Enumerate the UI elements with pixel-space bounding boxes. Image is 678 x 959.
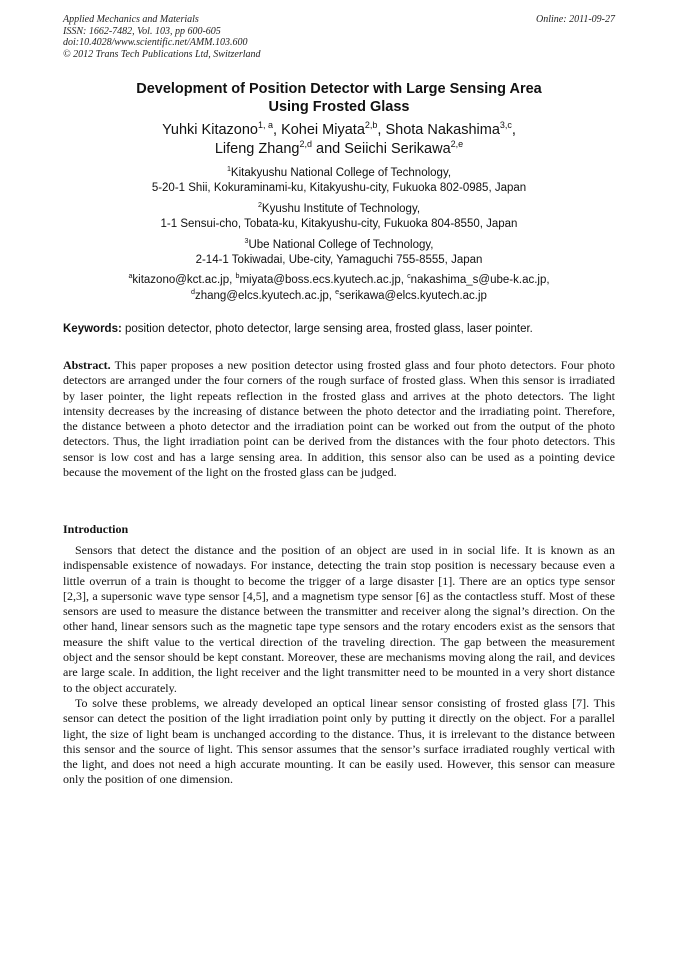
email-sup: c: [407, 272, 411, 281]
affiliation-1: [60, 166, 618, 196]
email-address[interactable]: miyata@boss.ecs.kyutech.ac.jp: [239, 274, 401, 286]
author-name: Lifeng Zhang: [214, 141, 300, 157]
affiliation-address: 2-14-1 Tokiwadai, Ube-city, Yamaguchi 755-8555, Japan: [195, 254, 483, 266]
email-address[interactable]: serikawa@elcs.kyutech.ac.jp: [339, 289, 487, 302]
email-list: [60, 273, 618, 304]
email-sup: b: [235, 272, 240, 281]
abstract: [63, 358, 615, 480]
author-sup: 3,c: [499, 120, 512, 131]
author-sup: 1, a: [258, 120, 273, 131]
email-sup: d: [191, 287, 195, 296]
keywords-label: Keywords:: [63, 323, 122, 335]
title-line-1: Development of Position Detector with Large Sensing Area: [136, 81, 542, 97]
email-sup: a: [128, 272, 133, 281]
keywords: [63, 322, 615, 337]
affiliation-3: [60, 238, 618, 268]
author-separator: ,: [273, 122, 282, 138]
paper-title: [60, 80, 618, 116]
email-sup: e: [335, 287, 340, 296]
introduction-heading: Introduction: [63, 522, 129, 536]
copyright-line: © 2012 Trans Tech Publications Ltd, Switzerland: [63, 48, 261, 60]
author-list: [60, 121, 618, 159]
author-name: Seiichi Serikawa: [344, 141, 451, 157]
affiliation-address: 5-20-1 Shii, Kokuraminami-ku, Kitakyushu-city, Fukuoka 802-0985, Japan: [151, 182, 527, 194]
affiliation-sup: 2: [257, 201, 262, 210]
email-line-1: $^a$kitazono@kct.ac.jp, $^b$miyata@boss.ecs.kyutech.ac.jp, $^c$nakashima_s@ube-k.ac.jp,: [128, 272, 550, 286]
abstract-text: This paper proposes a new position detector using frosted glass and four photo detectors. Four photo detectors are arranged under the four corners of the rough surface of frosted glass. When this sensor is irradiated by laser pointer, the light repeats reflection in the frosted glass and arrives at the photo detectors. The light intensity decreases by the increasing of distance between the photo detector and the irradiating point. Therefore, the distance between a photo detector and the irradiation point can be worked out from the output of the photo detectors. Thus, the light irradiation point can be derived from the distances with the four photo detectors. This sensor is low cost and has a large sensing area. In addition, this sensor also can be used as a pointing device because the movement of the light on the frosted glass can be judged.: [63, 358, 615, 480]
journal-header: [63, 14, 615, 60]
journal-name: Applied Mechanics and Materials: [63, 14, 199, 25]
issn-line: ISSN: 1662-7482, Vol. 103, pp 600-605: [63, 25, 221, 37]
affiliation-institution: Kitakyushu National College of Technology,: [230, 167, 452, 179]
affiliation-sup: 1: [226, 165, 231, 174]
affiliation-address: 1-1 Sensui-cho, Tobata-ku, Kitakyushu-city, Fukuoka 804-8550, Japan: [160, 218, 518, 230]
author-sup: 2,b: [364, 120, 378, 131]
introduction-body: [63, 543, 615, 788]
online-date: Online: 2011-09-27: [536, 14, 615, 25]
email-address[interactable]: zhang@elcs.kyutech.ac.jp: [195, 289, 329, 302]
abstract-label: Abstract.: [63, 358, 111, 372]
affiliation-institution: Kyushu Institute of Technology,: [261, 203, 421, 215]
author-line-1: [60, 121, 618, 140]
keywords-text: position detector, photo detector, large sensing area, frosted glass, laser pointer.: [121, 323, 533, 335]
email-address[interactable]: nakashima_s@ube-k.ac.jp: [410, 274, 547, 286]
email-line-2: $^d$zhang@elcs.kyutech.ac.jp, $^e$serikawa@elcs.kyutech.ac.jp: [191, 287, 487, 302]
affiliation-institution: Ube National College of Technology,: [248, 239, 434, 251]
author-name: Shota Nakashima: [385, 122, 500, 138]
affiliation-sup: 3: [244, 237, 249, 246]
doi-line: doi:10.4028/www.scientific.net/AMM.103.600: [63, 37, 248, 48]
affiliation-2: [60, 202, 618, 232]
author-separator: and: [312, 141, 345, 157]
author-separator: ,: [511, 122, 516, 138]
author-line-2: [60, 140, 618, 159]
author-sup: 2,d: [299, 139, 312, 150]
author-name: Kohei Miyata: [281, 122, 365, 138]
title-line-2: Using Frosted Glass: [268, 99, 410, 115]
email-address[interactable]: kitazono@kct.ac.jp: [132, 274, 230, 286]
author-name: Yuhki Kitazono: [162, 122, 258, 138]
author-separator: ,: [377, 122, 386, 138]
introduction-paragraph: To solve these problems, we already developed an optical linear sensor consisting of frosted glass [7]. This sensor can detect the position of the light irradiation point only by putting it directly on the object. For a parallel light, the size of light beam is unchanged according to the distance. Thus, it is irrelevant to the distance between this sensor and the source of light. This sensor assumes that the sensor’s surface irradiated roughly vertical with the light, and does not need a high accurate mounting. It can be easily used. However, this sensor can measure only the position of one dimension.: [63, 695, 615, 787]
author-sup: 2,e: [450, 139, 464, 150]
introduction-paragraph: Sensors that detect the distance and the position of an object are used in in social life. It is known as an indispensable existence of nowadays. For instance, detecting the train stop position is necessary because even a little overrun of a train is thought to become the trigger of a large disaster [1]. There are an optics type sensor [2,3], a supersonic wave type sensor [4,5], and a magnetism type sensor [6] as the contactless stuff. Most of these sensors are used to measure the distance between the transmitter and receiver along the signal’s direction. On the other hand, linear sensors such as the magnetic tape type sensors and the rotary encoders exist as the sensors that measure the shift value to the vertical direction of the traveling direction. The gap between the measurement object and the sensor should be kept constant. Moreover, these are mechanisms moving along the rail, and devices are large scale. In addition, the light receiver and the light transmitter need to be mounted in a very short distance to the object accurately.: [63, 543, 615, 695]
